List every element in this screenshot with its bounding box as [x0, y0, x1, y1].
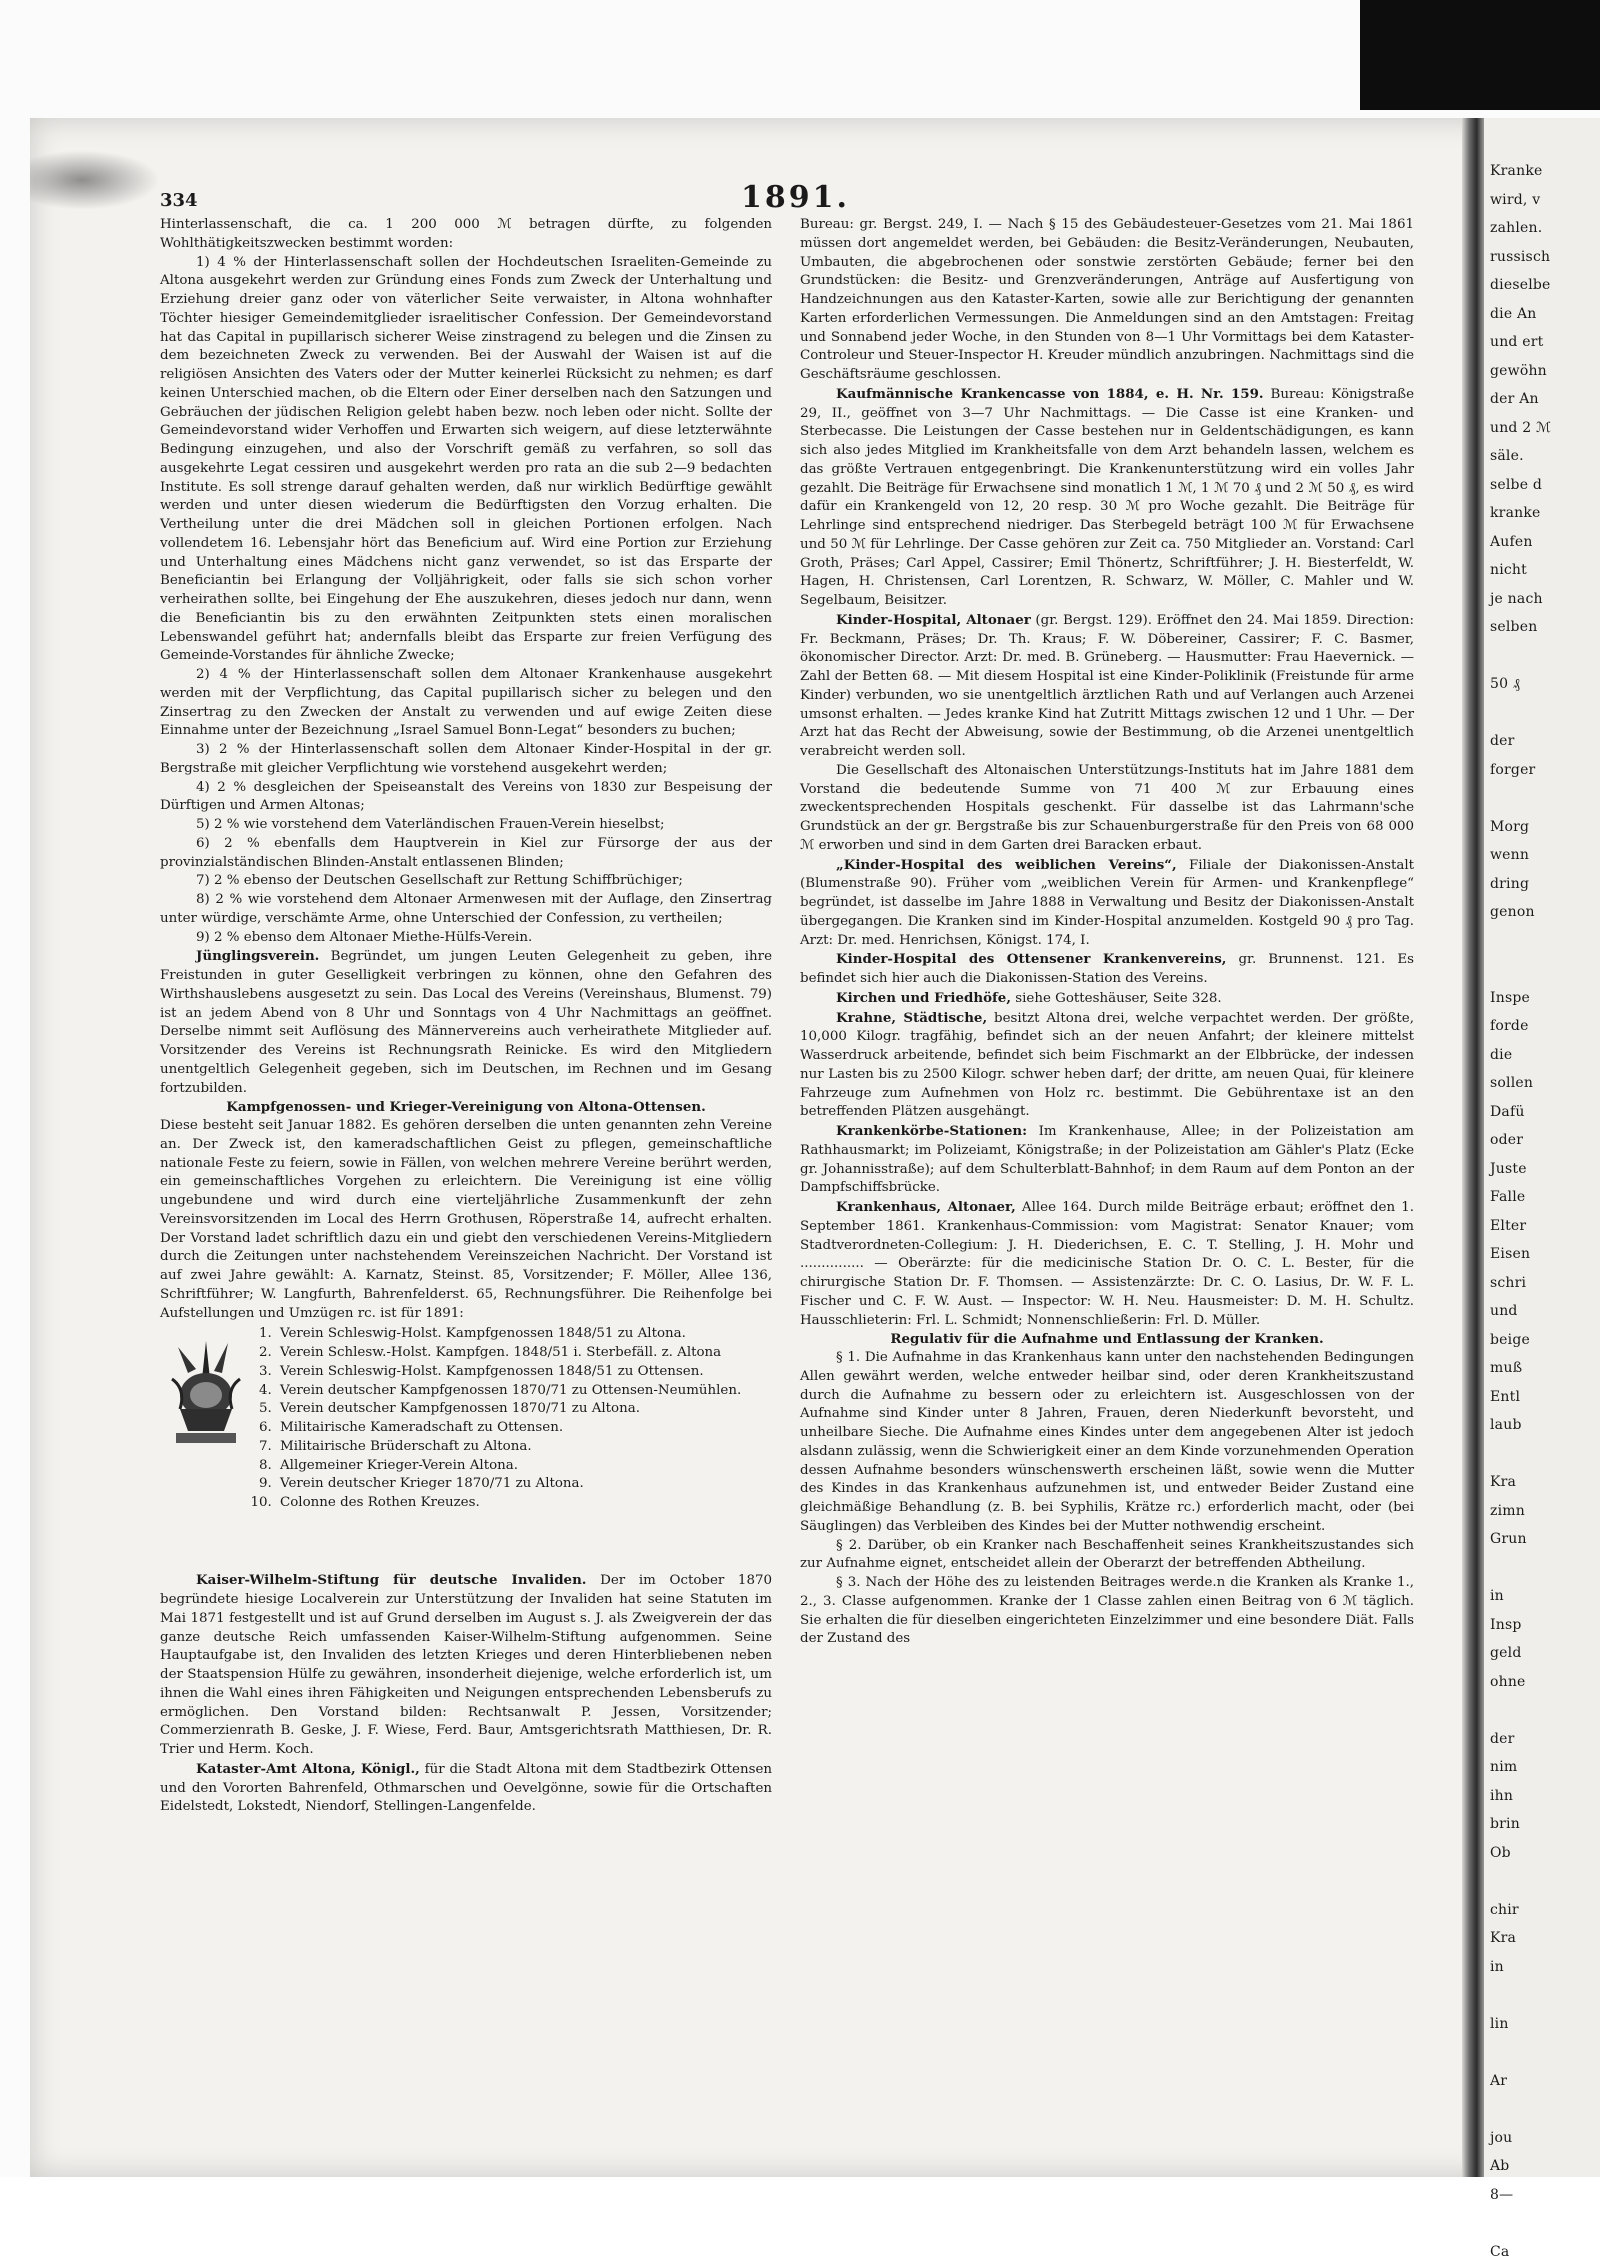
- next-page-line: russisch: [1490, 248, 1551, 265]
- paragraph-text: 7) 2 % ebenso der Deutschen Gesellschaft zur Rettung Schiffbrüchiger;: [196, 873, 683, 889]
- next-page-line: säle.: [1490, 448, 1524, 464]
- paragraph-text: Kampfgenossen- und Krieger-Vereinigung von Altona-Ottensen.: [226, 1099, 706, 1116]
- next-page-line: Kra: [1490, 1930, 1517, 1946]
- paragraph: [160, 1098, 772, 1117]
- next-page-line: forde: [1490, 1018, 1529, 1034]
- verein-list-item: 7. Militairische Brüderschaft zu Altona.: [276, 1438, 772, 1457]
- verein-list-item: 9. Verein deutscher Krieger 1870/71 zu Altona.: [276, 1475, 772, 1494]
- verein-list-item: 4. Verein deutscher Kampfgenossen 1870/71 zu Ottensen-Neumühlen.: [276, 1382, 772, 1401]
- next-page-line: chir: [1490, 1901, 1519, 1918]
- next-page-line: und 2 ℳ: [1490, 419, 1552, 436]
- paragraph-text: (gr. Bergst. 129). Eröffnet den 24. Mai 1859. Direction: Fr. Beckmann, Präses; Dr. Th. Kraus; F. W. Döbereiner, Cassirer; F. C. Basmer, ökonomischer Director. Arzt: Dr. med. B. Grüneberg. — Hausmutter: Frau Haevernick. — Zahl der Betten 68. — Mit diesem Hospital ist eine Kinder-Poliklinik (Freistunde für arme Kinder) verbunden, wo sie unentgeltlich ärztlichen Rath und auf Verlangen auch Arzenei umsonst erhalten. — Jedes kranke Kind hat Zutritt Mittags zwischen 12 und 1 Uhr. — Der Arzt hat das Recht der Abweisung, sowie der Bestimmung, ob die Arzenei unentgeltlich verabreicht werden soll.: [800, 612, 1414, 759]
- next-page-line: genon: [1490, 904, 1535, 920]
- paragraph-text: Diese besteht seit Januar 1882. Es gehören derselben die unten genannten zehn Vereine an. Der Zweck ist, den kameradschaftlichen Geist zu pflegen, gemeinschaftliche nationale Feste zu feiern, sowie in Fällen, von welchen mehrere Vereine berührt werden, ein gemeinschaftliches Vorgehen zu erleichtern. Die Vereinigung ist eine völlig ungebundene und wird durch eine vierteljährliche Zusammenkunft der zehn Vereinsvorsitzenden im Local des Herrn Grothusen, Röperstraße 14, aufrecht erhalten. Der Vorstand ladet schriftlich dazu ein und giebt den verschiedenen Vereins-Mitgliedern durch die Zeitungen unter nachstehendem Vereinszeichen Nachricht. Der Vorstand ist auf zwei Jahre gewählt: A. Karnatz, Steinst. 85, Vorsitzender; F. Möller, Allee 136, Schriftführer; W. Langfurth, Bahrenfelderst. 65, Rechnungsführer. Die Reihenfolge bei Aufstellungen und Umzügen rc. ist für 1891:: [160, 1118, 772, 1321]
- next-page-line: Kranke: [1490, 163, 1543, 179]
- next-page-line: Elter: [1490, 1217, 1527, 1234]
- paragraph: [800, 1198, 1414, 1330]
- verein-list: [258, 1325, 772, 1513]
- next-page-line: forger: [1490, 761, 1536, 778]
- next-page-line: Ar: [1490, 2072, 1508, 2089]
- next-page-line: nim: [1490, 1759, 1518, 1775]
- entry-heading: Krankenhaus, Altonaer,: [836, 1199, 1016, 1215]
- next-page-line: je nach: [1490, 590, 1543, 607]
- next-page-fragment: [1484, 118, 1600, 2260]
- paragraph-text: Allee 164. Durch milde Beiträge erbaut; eröffnet den 1. September 1861. Krankenhaus-Commission: vom Magistrat: Senator Knauer; vom Stadtverordneten-Collegium: J. H. Diederichsen, E. C. T. Stelling, J. H. Mohr und ............... — Oberärzte: für die medicinische Station Dr. O. C. L. Bester, für die chirurgische Station Dr. F. Thomsen. — Assistenzärzte: Dr. C. O. Lasius, Dr. W. F. L. Fischer und C. F. W. Aust. — Inspector: W. H. Neu. Hausmeister: D. M. H. Schultz. Hausschlieterin: Frl. L. Schmidt; Nonnenschließerin: Frl. D. Müller.: [800, 1200, 1414, 1328]
- next-page-line: 8—: [1490, 2186, 1514, 2203]
- next-page-line: der: [1490, 1730, 1515, 1747]
- next-page-line: wenn: [1490, 847, 1530, 863]
- paragraph: [160, 666, 772, 741]
- verein-list-item: 6. Militairische Kameradschaft zu Ottensen.: [276, 1419, 772, 1438]
- next-page-line: Grun: [1490, 1531, 1527, 1547]
- next-page-line: selbe d: [1490, 476, 1543, 493]
- next-page-line: brin: [1490, 1816, 1520, 1832]
- paragraph-text: Regulativ für die Aufnahme und Entlassung der Kranken.: [890, 1331, 1324, 1348]
- paragraph: [160, 216, 772, 254]
- next-page-line: muß: [1490, 1360, 1523, 1376]
- next-page-line: Ca: [1490, 2243, 1510, 2260]
- paragraph: [160, 872, 772, 891]
- page-number: 334: [160, 190, 198, 211]
- next-page-line: 50 ₰: [1490, 676, 1521, 692]
- paragraph-text: gr. Brunnenst. 121. Es befindet sich hier auch die Diakonissen-Station des Vereins.: [800, 952, 1414, 986]
- paragraph: [160, 1760, 772, 1817]
- entry-heading: Kirchen und Friedhöfe,: [836, 989, 1011, 1006]
- next-page-line: Ob: [1490, 1844, 1511, 1861]
- next-page-line: zahlen.: [1490, 220, 1543, 236]
- paragraph: [800, 216, 1414, 385]
- paragraph: [800, 1330, 1414, 1349]
- entry-heading: Krahne, Städtische,: [836, 1009, 988, 1026]
- paragraph-text: Hinterlassenschaft, die ca. 1 200 000 ℳ betragen dürfte, zu folgenden Wohlthätigkeitszwecken bestimmt worden:: [160, 217, 772, 251]
- paragraph: [160, 816, 772, 835]
- entry-heading: Kaiser-Wilhelm-Stiftung für deutsche Invaliden.: [196, 1572, 587, 1589]
- paragraph-text: § 1. Die Aufnahme in das Krankenhaus kann unter den nachstehenden Bedingungen Allen gewährt werden, welche entweder heilbar sind, oder deren Krankheitszustand durch die Aufnahme zu bessern oder zu erleichtern ist. Ausgeschlossen von der Aufnahme sind Kinder unter 8 Jahren, Frauen, deren Niederkunft bevorsteht, und unheilbare Sieche. Die Aufnahme eines Kindes unter dem angegebenen Alter ist jedoch alsdann zulässig, wenn die Schwierigkeit einer an dem Kinde vorzunehmenden Operation dessen Aufnahme besonders wünschenswerth erscheinen läßt, sowie wenn die Mutter des Kindes in das Krankenhaus aufzunehmen ist, und entweder Beider Zustand eine gleichmäßige Behandlung (z. B. bei Syphilis, Krätze rc.) erforderlich macht, oder (bei Säuglingen) das Verbleiben des Kindes bei der Mutter nothwendig erscheint.: [800, 1350, 1414, 1534]
- paragraph-text: siehe Gotteshäuser, Seite 328.: [1011, 990, 1222, 1006]
- next-page-line: Falle: [1490, 1189, 1526, 1205]
- paragraph-text: Begründet, um jungen Leuten Gelegenheit zu geben, ihre Freistunden in guter Geselligkeit verbringen zu können, ohne den Gefahren des Wirthshauslebens ausgesetzt zu sein. Das Local des Vereins (Vereinshaus, Blumenst. 79) ist an jedem Abend von 8 Uhr und Sonntags von 4 Uhr Nachmittags an geöffnet. Derselbe nimmt seit Auflösung des Männervereins auch verheirathete Mitglieder auf. Vorsitzender des Vereins ist Rechnungsrath Reinicke. Es wird den Mitgliedern unentgeltlich Gelegenheit gegeben, sich im Deutschen, im Rechnen und im Gesang fortzubilden.: [160, 949, 772, 1096]
- paragraph: [800, 1574, 1414, 1649]
- entry-heading: Krankenkörbe-Stationen:: [836, 1123, 1028, 1139]
- entry-heading: Jünglingsverein.: [196, 948, 320, 965]
- paragraph-text: 4) 2 % desgleichen der Speiseanstalt des Vereins von 1830 zur Bespeisung der Dürftigen und Armen Altonas;: [160, 779, 772, 814]
- next-page-line: gewöhn: [1490, 362, 1547, 379]
- paragraph: [160, 741, 772, 779]
- paragraph-text: besitzt Altona drei, welche verpachtet werden. Der größte, 10,000 Kilogr. tragfähig, befindet sich an der neuen Anfahrt; der kleinere mittelst Wasserdruck arbeitende, befindet sich beim Fischmarkt an der Elbbrücke, der indessen nur Lasten bis zu 2500 Kilogr. schwer heben darf; der dritte, am neuen Quai, für kleinere Fahrzeuge zum Aufnehmen von Holz rc. bestimmt. Die Gebührentaxe ist an den betreffenden Plätzen ausgehängt.: [800, 1010, 1414, 1120]
- paragraph: [160, 835, 772, 873]
- next-page-line: Dafü: [1490, 1103, 1525, 1120]
- paragraph: [800, 611, 1414, 762]
- paragraph: [160, 254, 772, 667]
- next-page-line: dieselbe: [1490, 277, 1551, 293]
- paragraph-text: Bureau: gr. Bergst. 249, I. — Nach § 15 des Gebäudesteuer-Gesetzes vom 21. Mai 1861 müssen dort angemeldet werden, bei Gebäuden: die Besitz-Veränderungen, Neubauten, Umbauten, die abgebrochenen oder sonstwie zerstörten Gebäude; ferner bei den Grundstücken: die Besitz- und Grenzveränderungen, Anträge auf Ausfertigung von Handzeichnungen aus den Kataster-Karten, sowie alle zur Berichtigung der genannten Karten erforderlichen Vermessungen. Die Anmeldungen sind an den Amtstagen: Freitag und Sonnabend jeder Woche, in den Stunden von 8—1 Uhr Vormittags bei dem Kataster-Controleur und Steuer-Inspector H. Kreuder mündlich anzubringen. Nachmittags sind die Geschäftsräume geschlossen.: [800, 217, 1414, 382]
- paragraph: [800, 856, 1414, 951]
- next-page-line: Inspe: [1490, 989, 1530, 1006]
- paragraph: [160, 779, 772, 817]
- book-gutter: [1462, 118, 1484, 2177]
- paragraph-text: 9) 2 % ebenso dem Altonaer Miethe-Hülfs-Verein.: [196, 929, 533, 945]
- next-page-line: wird, v: [1490, 191, 1541, 208]
- left-column: [160, 216, 772, 1817]
- paragraph-text: 5) 2 % wie vorstehend dem Vaterländischen Frauen-Verein hieselbst;: [196, 817, 665, 832]
- next-page-line: Insp: [1490, 1616, 1522, 1633]
- entry-heading: Kaufmännische Krankencasse von 1884, e. H. Nr. 159.: [836, 385, 1264, 402]
- next-page-line: Kra: [1490, 1474, 1517, 1490]
- next-page-line: ohne: [1490, 1673, 1526, 1690]
- paragraph: [800, 989, 1414, 1009]
- next-page-line: in: [1490, 1588, 1504, 1604]
- verein-list-block: [160, 1325, 772, 1569]
- left-column-text-tail: [160, 1571, 772, 1817]
- verein-list-item: 2. Verein Schlesw.-Holst. Kampfgen. 1848/51 i. Sterbefäll. z. Altona: [276, 1344, 772, 1363]
- vereinszeichen-emblem-icon: [166, 1339, 246, 1451]
- verein-list-item: 10. Colonne des Rothen Kreuzes.: [276, 1494, 772, 1513]
- next-page-line: kranke: [1490, 505, 1541, 521]
- right-column: [800, 216, 1414, 1649]
- next-page-line: Entl: [1490, 1388, 1521, 1405]
- paragraph: [160, 1571, 772, 1760]
- next-page-line: Morg: [1490, 818, 1530, 835]
- verein-list-item: 1. Verein Schleswig-Holst. Kampfgenossen 1848/51 zu Altona.: [276, 1325, 772, 1344]
- entry-heading: Kinder-Hospital, Altonaer: [836, 611, 1031, 628]
- paragraph: [800, 762, 1414, 856]
- next-page-line: zimn: [1490, 1502, 1525, 1519]
- paragraph: [800, 1009, 1414, 1123]
- paragraph-text: § 2. Darüber, ob ein Kranker nach Beschaffenheit seines Krankheitszustandes sich zur Aufnahme eignet, entscheidet allein der Oberarzt der betreffenden Abtheilung.: [800, 1537, 1414, 1572]
- next-page-line: der: [1490, 733, 1515, 749]
- page-year-heading: 1891.: [741, 180, 850, 215]
- paragraph: [160, 929, 772, 948]
- next-page-line: geld: [1490, 1645, 1522, 1661]
- paragraph: [800, 1122, 1414, 1198]
- next-page-line: Aufen: [1490, 533, 1533, 550]
- next-page-line: und ert: [1490, 334, 1544, 350]
- right-column-text: [800, 216, 1414, 1649]
- paragraph-text: 1) 4 % der Hinterlassenschaft sollen der Hochdeutschen Israeliten-Gemeinde zu Altona ausgekehrt werden zur Gründung eines Fonds zum Zweck der Unterhaltung und Erziehung dreier ganz oder von väterlicher Seite verwaister, in Altona wohnhafter Töchter hiesiger Gemeindemitglieder israelitischer Confession. Der Gemeindevorstand hat das Capital in pupillarisch sicherer Weise zinstragend zu belegen und die Zinsen zu dem bezeichneten Zweck zu verwenden. Bei der Auswahl der Waisen ist auf die religiösen Ansichten des Vaters oder der Mutter keinerlei Rücksicht zu nehmen; es darf keinen Unterschied machen, ob die Eltern oder Einer derselben nach den Satzungen und Gebräuchen der jüdischen Religion gelebt haben bezw. noch leben oder nicht. Sollte der Gemeindevorstand wider Verhoffen und Erwarten sich weigern, auf diese letzterwähnte Bedingung einzugehen, und also der Vorschrift gemäß zu verfahren, so soll das ausgekehrte Legat cessiren und ausgekehrt werden pro rata an die sub 2—9 bedachten Institute. Es soll strenge darauf gehalten werden, daß nur wirklich Bedürftige gewählt werden und unter diesen wiederum die Bedürftigsten den Vorzug erhalten. Die Vertheilung unter die drei Mädchen soll in gleichen Portionen erfolgen. Nach vollendetem 16. Lebensjahr hört das Beneficium auf. Wird eine Portion zur Erziehung und Unterhaltung eines Mädchens nicht ganz verwendet, so ist das Ersparte der Beneficiantin bei Erlangung der Volljährigkeit, oder falls sie sich schon vorher verheirathen sollte, bei Eingehung der Ehe auszukehren, dieses jedoch nur dann, wenn die Beneficiantin bis zu den erwähnten Zeitpunkten stets einen moralischen Lebenswandel geführt hat; andernfalls bleibt das Ersparte zur freien Verfügung des Gemeinde-Vorstandes für ähnliche Zwecke;: [160, 254, 772, 664]
- paragraph: [160, 1117, 772, 1323]
- next-page-line: Ab: [1490, 2158, 1510, 2174]
- next-page-line: nicht: [1490, 562, 1527, 578]
- paragraph-text: für die Stadt Altona mit dem Stadtbezirk Ottensen und den Vororten Bahrenfeld, Othmarschen und Oevelgönne, sowie für die Ortschaften Eidelstedt, Lokstedt, Niendorf, Stellingen-Langenfelde.: [160, 1761, 772, 1815]
- paragraph-text: 2) 4 % der Hinterlassenschaft sollen dem Altonaer Krankenhause ausgekehrt werden mit der Verpflichtung, das Capital pupillarisch sicher zu belegen und den Zinsertrag zu den Zwecken der Anstalt zu verwenden und auf ewige Zeiten diese Einnahme unter der Bezeichnung „Israel Samuel Bonn-Legat“ besonders zu buchen;: [160, 667, 772, 739]
- scan-dark-corner: [1360, 0, 1600, 110]
- next-page-line: selben: [1490, 619, 1538, 635]
- next-page-line: Juste: [1490, 1160, 1527, 1177]
- page-stain: [30, 150, 160, 210]
- paragraph-text: Die Gesellschaft des Altonaischen Unterstützungs-Instituts hat im Jahre 1881 dem Vorstand die bedeutende Summe von 71 400 ℳ zur Erbauung eines zweckentsprechenden Hospitals geschenkt. Für dasselbe ist das Lahrmann'sche Grundstück an der gr. Bergstraße bis zur Schauenburgerstraße für den Preis von 68 000 ℳ erworben und sind in dem Garten drei Baracken erbaut.: [800, 762, 1414, 853]
- paragraph: [160, 891, 772, 929]
- paragraph-text: Der im October 1870 begründete hiesige Localverein zur Unterstützung der Invaliden hat seine Statuten im Mai 1871 festgestellt und ist auf Grund derselben im August s. J. als Zweigverein der das ganze deutsche Reich umfassenden Kaiser-Wilhelm-Stiftung aufgenommen. Seine Hauptaufgabe ist, den Invaliden des letzten Krieges und deren Hinterbliebenen neben der Staatspension Hülfe zu gewähren, insonderheit diejenige, welche erforderlich ist, um ihnen die Wahl eines ihren Fähigkeiten und Neigungen entsprechenden Lebensberufs zu ermöglichen. Den Vorstand bilden: Rechtsanwalt P. Jessen, Vorsitzender; Commerzienrath B. Geske, J. F. Wiese, Ferd. Baur, Amtsgerichtsrath Matthiesen, Dr. R. Trier und Herm. Koch.: [160, 1573, 773, 1757]
- verein-list-item: 3. Verein Schleswig-Holst. Kampfgenossen 1848/51 zu Ottensen.: [276, 1363, 772, 1382]
- entry-heading: Kinder-Hospital des Ottensener Krankenvereins,: [836, 951, 1227, 968]
- next-page-line: in: [1490, 1958, 1504, 1975]
- entry-heading: Kataster-Amt Altona, Königl.,: [196, 1760, 420, 1777]
- paragraph: [800, 950, 1414, 989]
- next-page-line: der An: [1490, 391, 1539, 407]
- paragraph-text: 6) 2 % ebenfalls dem Hauptverein in Kiel zur Fürsorge der aus der provinzialständischen Blinden-Anstalt entlassenen Blinden;: [160, 835, 772, 870]
- paragraph-text: 8) 2 % wie vorstehend dem Altonaer Armenwesen mit der Auflage, den Zinsertrag unter würdige, verschämte Arme, ohne Unterschied der Confession, zu vertheilen;: [160, 892, 772, 926]
- verein-list-item: 8. Allgemeiner Krieger-Verein Altona.: [276, 1457, 772, 1476]
- next-page-line: oder: [1490, 1132, 1524, 1148]
- verein-list-item: 5. Verein deutscher Kampfgenossen 1870/71 zu Altona.: [276, 1400, 772, 1419]
- entry-heading: „Kinder-Hospital des weiblichen Vereins“,: [836, 856, 1177, 873]
- next-page-line: die An: [1490, 305, 1537, 322]
- left-column-text: [160, 216, 772, 1323]
- next-page-line: ihn: [1490, 1787, 1514, 1804]
- paragraph: [800, 385, 1414, 611]
- next-page-line: beige: [1490, 1331, 1530, 1348]
- next-page-line: laub: [1490, 1417, 1522, 1433]
- next-page-line: und: [1490, 1303, 1518, 1319]
- paragraph-text: 3) 2 % der Hinterlassenschaft sollen dem Altonaer Kinder-Hospital in der gr. Bergstraße mit gleicher Verpflichtung wie vorstehend ausgekehrt werden;: [160, 742, 772, 776]
- next-page-line: schri: [1490, 1274, 1527, 1291]
- next-page-line: sollen: [1490, 1075, 1534, 1091]
- next-page-line: jou: [1490, 2129, 1513, 2146]
- paragraph: [800, 1537, 1414, 1575]
- next-page-line: die: [1490, 1046, 1513, 1063]
- next-page-line: Eisen: [1490, 1246, 1531, 1262]
- paragraph: [800, 1349, 1414, 1537]
- paragraph-text: Filiale der Diakonissen-Anstalt (Blumenstraße 90). Früher vom „weiblichen Verein für Armen- und Krankenpflege“ begründet, ist dasselbe im Jahre 1888 in Verwaltung und Besitz der Diakonissen-Anstalt übergegangen. Die Kranken sind im Kinder-Hospital anzumelden. Kostgeld 90 ₰ pro Tag. Arzt: Dr. med. Henrichsen, Königst. 174, I.: [800, 857, 1414, 948]
- paragraph-text: § 3. Nach der Höhe des zu leistenden Beitrages werde.n die Kranken als Kranke 1., 2., 3. Classe aufgenommen. Kranke der 1 Classe zahlen einen Beitrag von 6 ℳ täglich. Sie erhalten die für dieselben eingerichteten Einzelzimmer und eine besondere Diät. Falls der Zustand des: [800, 1575, 1414, 1647]
- paragraph-text: Bureau: Königstraße 29, II., geöffnet von 3—7 Uhr Nachmittags. — Die Casse ist eine Kranken- und Sterbecasse. Die Leistungen der Casse bestehen nur in Geldentschädigungen, es kann sich also jedes Mitglied im Krankheitsfalle von dem Arzt behandeln lassen, welchem es das größte Vertrauen entgegenbringt. Die Krankenunterstützung wird ein volles Jahr gezahlt. Die Beiträge für Erwachsene sind monatlich 1 ℳ, 1 ℳ 70 ₰ und 2 ℳ 50 ₰, es wird dafür ein Krankengeld von 12, 20 resp. 30 ℳ pro Woche gezahlt. Die Beiträge für Lehrlinge sind entsprechend niedriger. Das Sterbegeld beträgt 100 ℳ für Erwachsene und 50 ℳ für Lehrlinge. Der Casse gehören zur Zeit ca. 750 Mitglieder an. Vorstand: Carl Groth, Präses; Carl Appel, Cassirer; Emil Thönertz, Schriftführer; J. H. Biesterfeldt, W. Hagen, H. Christensen, Carl Lorentzen, R. Schwarz, W. Möller, C. Mahler und W. Segelbaum, Beisitzer.: [800, 386, 1414, 608]
- paragraph-text: Im Krankenhause, Allee; in der Polizeistation am Rathhausmarkt; im Polizeiamt, Königstraße; in der Polizeistation am Gähler's Platz (Ecke gr. Johannisstraße); auf dem Schulterblatt-Bahnhof; in dem Raum auf dem Ponton an der Dampfschiffsbrücke.: [800, 1124, 1414, 1196]
- next-page-line: lin: [1490, 2015, 1509, 2032]
- next-page-line: dring: [1490, 875, 1530, 892]
- paragraph: [160, 947, 772, 1098]
